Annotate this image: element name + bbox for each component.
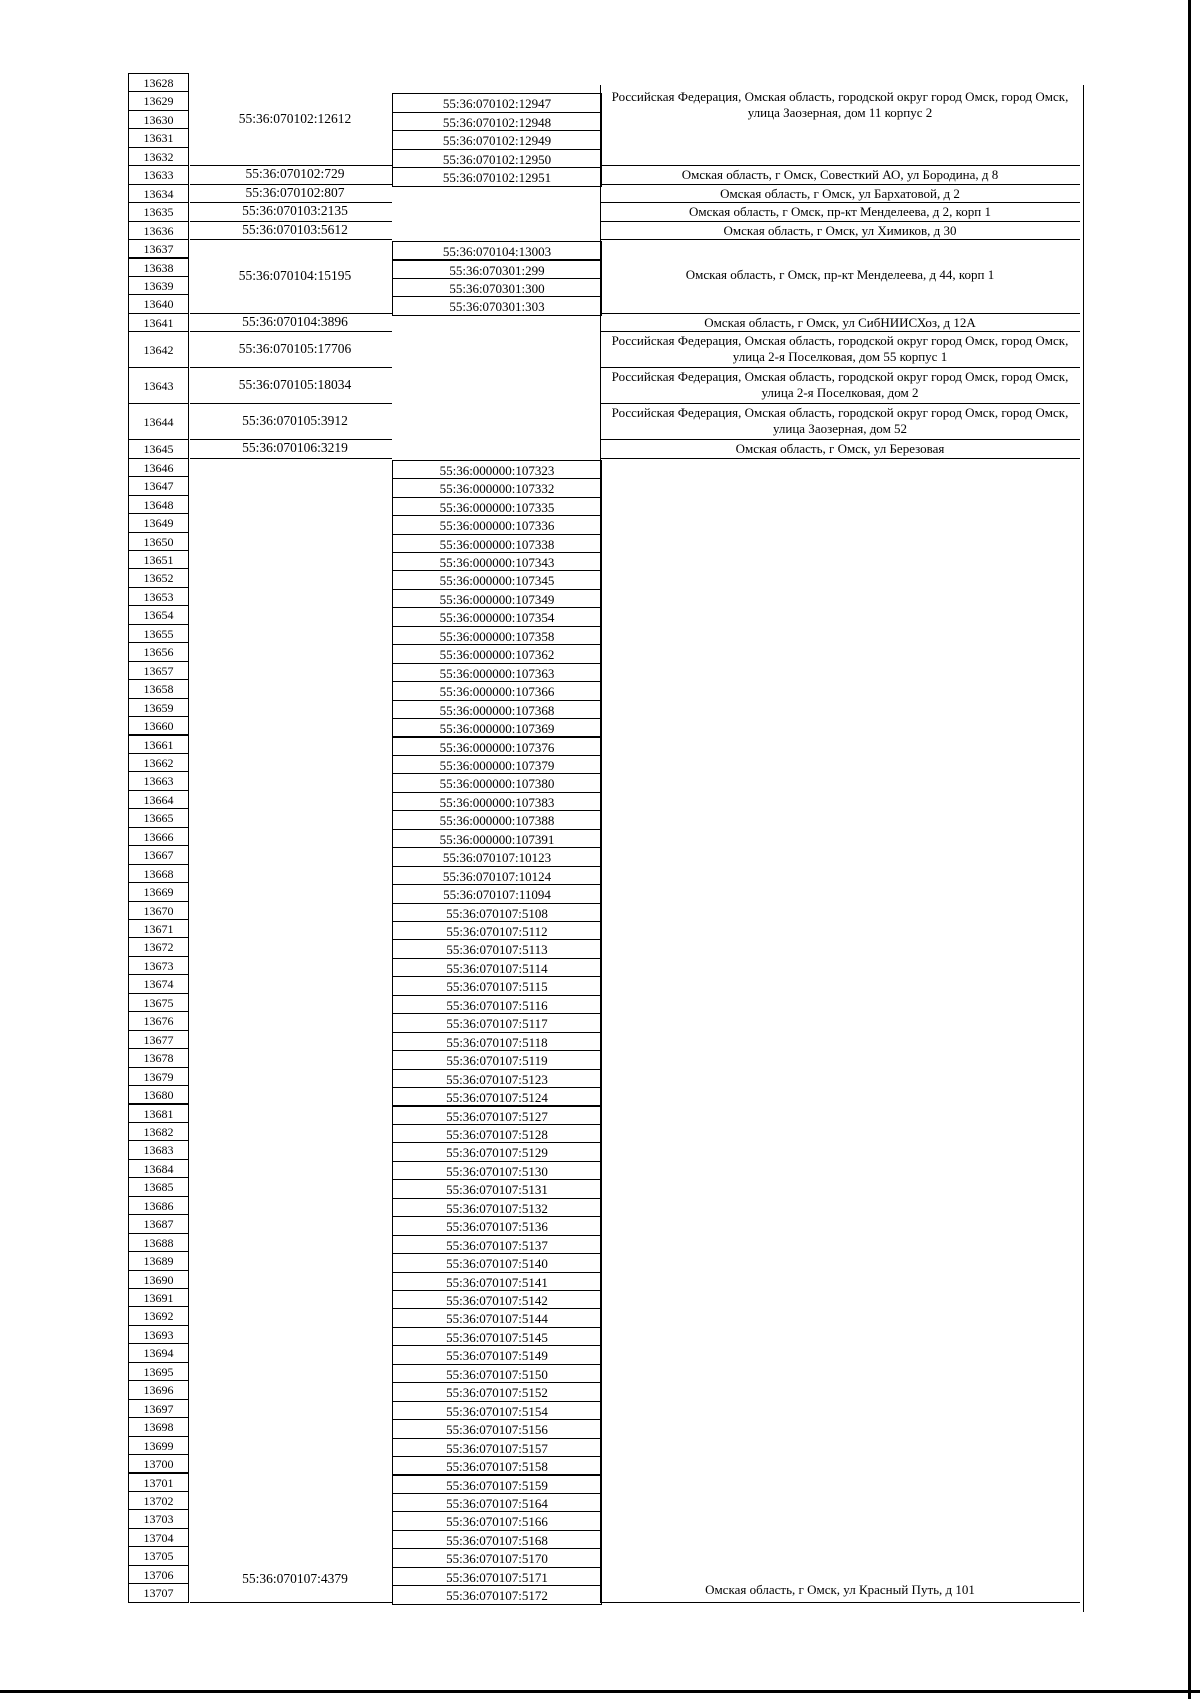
object-cadastral-number: 55:36:000000:107354	[392, 607, 602, 626]
parcel-address: Омская область, г Омск, ул Химиков, д 30	[723, 222, 957, 238]
row-number: 13636	[128, 221, 189, 240]
row-number: 13699	[128, 1436, 189, 1455]
object-cadastral-number: 55:36:070107:5152	[392, 1382, 602, 1401]
object-cadastral-number: 55:36:070102:12948	[392, 112, 602, 131]
row-number: 13666	[128, 827, 189, 846]
object-cadastral-number: 55:36:000000:107336	[392, 515, 602, 534]
row-number: 13644	[128, 403, 189, 440]
object-cadastral-number: 55:36:070107:5132	[392, 1198, 602, 1217]
row-number: 13629	[128, 91, 189, 110]
row-number: 13649	[128, 513, 189, 532]
row-number: 13691	[128, 1288, 189, 1307]
object-cadastral-number: 55:36:070107:5171	[392, 1567, 602, 1586]
object-cadastral-number: 55:36:070107:5137	[392, 1235, 602, 1254]
parcel-cadastral-number: 55:36:070102:729	[245, 166, 345, 182]
object-cadastral-number: 55:36:000000:107388	[392, 810, 602, 829]
object-cadastral-number: 55:36:070107:5141	[392, 1272, 602, 1291]
parcel-cadastral-number: 55:36:070103:5612	[242, 221, 348, 237]
row-number: 13657	[128, 661, 189, 680]
row-number: 13681	[128, 1104, 189, 1123]
row-number: 13643	[128, 367, 189, 404]
object-cadastral-number: 55:36:070107:5149	[392, 1345, 602, 1364]
parcel-cadastral-number: 55:36:070102:12612	[238, 111, 352, 126]
object-cadastral-number: 55:36:000000:107335	[392, 497, 602, 516]
address-divider	[600, 165, 1080, 166]
object-cadastral-number: 55:36:070107:5158	[392, 1456, 602, 1475]
object-cadastral-number: 55:36:070104:13003	[392, 241, 602, 260]
row-number: 13701	[128, 1473, 189, 1492]
object-cadastral-number: 55:36:000000:107380	[392, 773, 602, 792]
object-cadastral-number: 55:36:070107:5130	[392, 1161, 602, 1180]
row-number: 13647	[128, 476, 189, 495]
object-cadastral-number: 55:36:070107:5157	[392, 1438, 602, 1457]
address-divider	[600, 439, 1080, 440]
object-cadastral-number: 55:36:070107:5170	[392, 1548, 602, 1567]
row-number: 13668	[128, 864, 189, 883]
row-number: 13640	[128, 294, 189, 313]
address-divider	[600, 1602, 1080, 1603]
object-cadastral-number: 55:36:000000:107338	[392, 534, 602, 553]
address-column-right-border	[1083, 85, 1084, 1612]
object-cadastral-number: 55:36:070107:5172	[392, 1585, 602, 1604]
parcel-cadastral-number: 55:36:070105:3912	[242, 413, 348, 429]
row-number: 13671	[128, 919, 189, 938]
row-number: 13690	[128, 1270, 189, 1289]
object-cadastral-number: 55:36:070107:5127	[392, 1106, 602, 1125]
row-number: 13707	[128, 1583, 189, 1602]
parcel-address: Омская область, г Омск, Совесткий АО, ул Бородина, д 8	[681, 167, 999, 183]
row-number: 13630	[128, 110, 189, 129]
address-divider	[600, 367, 1080, 368]
object-cadastral-number: 55:36:000000:107391	[392, 829, 602, 848]
row-number: 13662	[128, 753, 189, 772]
row-number: 13664	[128, 790, 189, 809]
row-number: 13654	[128, 605, 189, 624]
object-cadastral-number: 55:36:070102:12951	[392, 167, 602, 186]
address-divider	[600, 221, 1080, 222]
parcel-cadastral-number: 55:36:070105:18034	[238, 377, 352, 393]
row-number: 13667	[128, 845, 189, 864]
row-number: 13695	[128, 1362, 189, 1381]
row-number: 13706	[128, 1565, 189, 1584]
object-cadastral-number: 55:36:070107:5108	[392, 903, 602, 922]
address-divider	[600, 239, 1080, 240]
row-number: 13703	[128, 1509, 189, 1528]
row-number: 13659	[128, 698, 189, 717]
address-divider	[600, 403, 1080, 404]
object-cadastral-number: 55:36:000000:107332	[392, 478, 602, 497]
row-number: 13655	[128, 624, 189, 643]
object-cadastral-number: 55:36:070107:5117	[392, 1013, 602, 1032]
object-cadastral-number: 55:36:070107:5156	[392, 1419, 602, 1438]
object-cadastral-number: 55:36:070107:5115	[392, 976, 602, 995]
row-number: 13656	[128, 642, 189, 661]
row-number: 13628	[128, 73, 189, 92]
address-divider	[600, 202, 1080, 203]
row-number: 13684	[128, 1159, 189, 1178]
parcel-address: Омская область, г Омск, пр-кт Менделеева, д 44, корп 1	[685, 267, 995, 283]
row-number: 13683	[128, 1140, 189, 1159]
object-cadastral-number: 55:36:070107:11094	[392, 884, 602, 903]
row-number: 13692	[128, 1306, 189, 1325]
object-cadastral-number: 55:36:000000:107345	[392, 570, 602, 589]
row-number: 13689	[128, 1251, 189, 1270]
row-number: 13672	[128, 937, 189, 956]
row-number: 13648	[128, 495, 189, 514]
object-cadastral-number: 55:36:000000:107368	[392, 700, 602, 719]
object-cadastral-number: 55:36:000000:107363	[392, 663, 602, 682]
object-cadastral-number: 55:36:070107:5128	[392, 1124, 602, 1143]
row-number: 13634	[128, 184, 189, 203]
object-cadastral-number: 55:36:070107:5113	[392, 939, 602, 958]
row-number: 13700	[128, 1454, 189, 1473]
row-number: 13704	[128, 1528, 189, 1547]
parcel-address: Омская область, г Омск, пр-кт Менделеева, д 2, корп 1	[688, 204, 992, 220]
object-cadastral-number: 55:36:070107:5123	[392, 1069, 602, 1088]
object-cadastral-number: 55:36:070107:5131	[392, 1179, 602, 1198]
row-number: 13685	[128, 1177, 189, 1196]
row-number: 13673	[128, 956, 189, 975]
row-number: 13653	[128, 587, 189, 606]
object-cadastral-number: 55:36:070107:10123	[392, 847, 602, 866]
parcel-address: Российская Федерация, Омская область, городской округ город Омск, город Омск, улица 2-я Поселковая, дом 2	[611, 369, 1069, 401]
row-number: 13651	[128, 550, 189, 569]
address-column-left-border	[600, 85, 601, 1602]
parcel-address: Российская Федерация, Омская область, городской округ город Омск, город Омск, улица 2-я Поселковая, дом 55 корпус 1	[611, 333, 1069, 365]
parcel-address: Российская Федерация, Омская область, городской округ город Омск, город Омск, улица Заозерная, дом 52	[611, 405, 1069, 437]
object-cadastral-number: 55:36:070107:5118	[392, 1032, 602, 1051]
parcel-cadastral-number: 55:36:070104:15195	[238, 268, 352, 284]
group-divider	[190, 458, 392, 459]
parcel-address: Омская область, г Омск, ул Красный Путь, д 101	[705, 1581, 975, 1597]
row-number: 13687	[128, 1214, 189, 1233]
row-number: 13693	[128, 1325, 189, 1344]
parcel-address: Омская область, г Омск, ул Березовая	[735, 441, 945, 457]
row-number: 13658	[128, 679, 189, 698]
object-cadastral-number: 55:36:070107:5168	[392, 1530, 602, 1549]
row-number: 13650	[128, 532, 189, 551]
parcel-cadastral-number: 55:36:070105:17706	[238, 341, 352, 357]
object-cadastral-number: 55:36:000000:107362	[392, 644, 602, 663]
row-number: 13631	[128, 128, 189, 147]
row-number: 13639	[128, 276, 189, 295]
parcel-address: Омская область, г Омск, ул Бархатовой, д 2	[720, 185, 960, 201]
row-number: 13702	[128, 1491, 189, 1510]
row-number: 13638	[128, 258, 189, 277]
row-number: 13680	[128, 1085, 189, 1104]
object-cadastral-number: 55:36:070102:12950	[392, 149, 602, 168]
row-number: 13705	[128, 1546, 189, 1565]
row-number: 13676	[128, 1011, 189, 1030]
parcel-cadastral-number: 55:36:070106:3219	[242, 440, 348, 456]
object-cadastral-number: 55:36:000000:107376	[392, 737, 602, 756]
object-cadastral-number: 55:36:070107:5145	[392, 1327, 602, 1346]
object-cadastral-number: 55:36:070107:5112	[392, 921, 602, 940]
row-number: 13688	[128, 1233, 189, 1252]
object-cadastral-number: 55:36:070107:5164	[392, 1493, 602, 1512]
parcel-address: Российская Федерация, Омская область, городской округ город Омск, город Омск, улица Заозерная, дом 11 корпус 2	[611, 89, 1069, 120]
row-number: 13661	[128, 735, 189, 754]
row-number: 13645	[128, 439, 189, 458]
row-number: 13670	[128, 901, 189, 920]
object-cadastral-number: 55:36:070107:5129	[392, 1142, 602, 1161]
row-number: 13682	[128, 1122, 189, 1141]
row-number: 13665	[128, 808, 189, 827]
object-cadastral-number: 55:36:000000:107366	[392, 681, 602, 700]
row-number: 13678	[128, 1048, 189, 1067]
object-cadastral-number: 55:36:000000:107369	[392, 718, 602, 737]
row-number: 13679	[128, 1067, 189, 1086]
row-number: 13696	[128, 1380, 189, 1399]
row-number: 13637	[128, 239, 189, 258]
parcel-cadastral-number: 55:36:070104:3896	[242, 313, 348, 329]
parcel-cadastral-number: 55:36:070102:807	[245, 184, 345, 200]
object-cadastral-number: 55:36:070107:5150	[392, 1364, 602, 1383]
object-cadastral-number: 55:36:000000:107379	[392, 755, 602, 774]
address-divider	[600, 458, 1080, 459]
row-number: 13686	[128, 1196, 189, 1215]
parcel-cadastral-number: 55:36:070107:4379	[242, 1570, 348, 1586]
object-cadastral-number: 55:36:070301:303	[392, 296, 602, 315]
object-cadastral-number: 55:36:070107:5159	[392, 1475, 602, 1494]
row-number: 13698	[128, 1417, 189, 1436]
address-divider	[600, 313, 1080, 314]
object-cadastral-number: 55:36:070107:5136	[392, 1216, 602, 1235]
parcel-cadastral-number: 55:36:070103:2135	[242, 203, 348, 219]
row-number: 13642	[128, 331, 189, 368]
row-number: 13663	[128, 771, 189, 790]
object-cadastral-number: 55:36:070107:5144	[392, 1308, 602, 1327]
parcel-address: Омская область, г Омск, ул СибНИИСХоз, д 12А	[704, 314, 976, 330]
object-cadastral-number: 55:36:070107:5119	[392, 1050, 602, 1069]
row-number: 13675	[128, 993, 189, 1012]
object-cadastral-number: 55:36:070107:5166	[392, 1511, 602, 1530]
object-cadastral-number: 55:36:000000:107358	[392, 626, 602, 645]
object-cadastral-number: 55:36:000000:107383	[392, 792, 602, 811]
row-number: 13635	[128, 202, 189, 221]
row-number: 13646	[128, 458, 189, 477]
object-cadastral-number: 55:36:070107:5116	[392, 995, 602, 1014]
row-number: 13660	[128, 716, 189, 735]
object-cadastral-number: 55:36:070107:5154	[392, 1401, 602, 1420]
group-divider	[190, 1602, 392, 1603]
row-number: 13652	[128, 568, 189, 587]
row-number: 13641	[128, 313, 189, 332]
object-cadastral-number: 55:36:000000:107323	[392, 460, 602, 479]
row-number: 13632	[128, 147, 189, 166]
object-cadastral-number: 55:36:070107:5124	[392, 1087, 602, 1106]
row-number: 13694	[128, 1343, 189, 1362]
object-cadastral-number: 55:36:070102:12949	[392, 130, 602, 149]
address-divider	[600, 184, 1080, 185]
row-number: 13677	[128, 1030, 189, 1049]
row-number: 13669	[128, 882, 189, 901]
row-number: 13697	[128, 1399, 189, 1418]
object-cadastral-number: 55:36:070301:300	[392, 278, 602, 297]
row-number: 13674	[128, 974, 189, 993]
object-cadastral-number: 55:36:070107:5140	[392, 1253, 602, 1272]
address-divider	[600, 331, 1080, 332]
object-cadastral-number: 55:36:070102:12947	[392, 93, 602, 112]
object-cadastral-number: 55:36:070301:299	[392, 260, 602, 279]
object-cadastral-number: 55:36:070107:5114	[392, 958, 602, 977]
object-cadastral-number: 55:36:000000:107349	[392, 589, 602, 608]
object-cadastral-number: 55:36:070107:5142	[392, 1290, 602, 1309]
object-cadastral-number: 55:36:000000:107343	[392, 552, 602, 571]
row-number: 13633	[128, 165, 189, 184]
object-cadastral-number: 55:36:070107:10124	[392, 866, 602, 885]
